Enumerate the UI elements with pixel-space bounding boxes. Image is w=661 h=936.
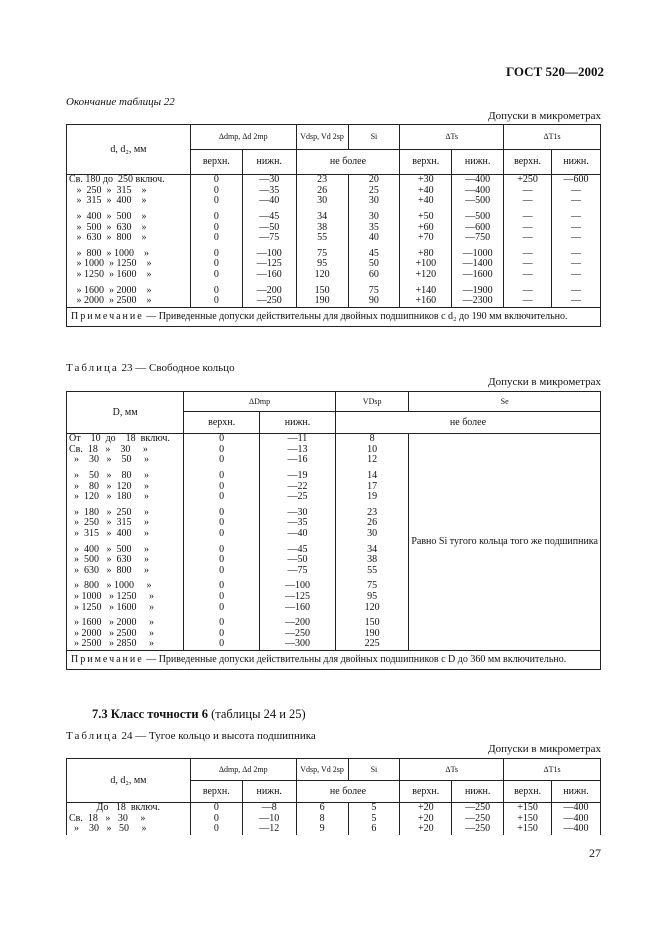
cell-value: — <box>552 259 601 270</box>
cell-value: 0 <box>184 544 260 555</box>
cell-value: 0 <box>184 618 260 629</box>
cell-value: —1400 <box>452 259 504 270</box>
cell-value: — <box>552 222 601 233</box>
cell-value: —45 <box>260 544 336 555</box>
cell-value: 75 <box>348 285 400 296</box>
col-delta-dmp: Δdmp, Δd 2mp <box>190 759 296 781</box>
cell-value: —50 <box>242 222 296 233</box>
cell-value: 5 <box>348 814 400 825</box>
col-s: Si <box>348 125 400 150</box>
cell-value: —750 <box>452 233 504 244</box>
row-dimension: От 10 до 18 включ. <box>67 434 184 445</box>
col-lower: нижн. <box>552 150 601 175</box>
cell-value: 6 <box>348 824 400 835</box>
row-dimension: » 1250 » 1600 » <box>67 602 184 613</box>
cell-value: 0 <box>190 285 242 296</box>
row-dimension: Св. 18 » 30 » <box>67 814 191 825</box>
col-upper: верхн. <box>400 781 452 803</box>
col-Se: Se <box>409 392 601 412</box>
cell-value: 60 <box>348 270 400 281</box>
col-max: не более <box>335 412 600 434</box>
cell-value: —30 <box>260 508 336 519</box>
cell-value: 0 <box>184 592 260 603</box>
cell-value: — <box>552 249 601 260</box>
cell-value: — <box>504 259 552 270</box>
table-row <box>67 270 601 281</box>
table-row <box>67 186 601 197</box>
col-delta-dmp: Δdmp, Δd 2mp <box>190 125 296 150</box>
row-dimension: » 250 » 315 » <box>67 518 184 529</box>
page-number: 27 <box>589 846 601 860</box>
cell-value: —35 <box>260 518 336 529</box>
cell-value: 0 <box>184 529 260 540</box>
cell-value: —45 <box>242 212 296 223</box>
table-23 <box>66 391 601 670</box>
cell-value: +150 <box>504 803 552 814</box>
cell-value: 55 <box>335 566 408 577</box>
cell-value: —11 <box>260 434 336 445</box>
se-merged-cell: Равно Si тугого кольца того же подшипника <box>409 434 601 651</box>
col-upper: верхн. <box>504 781 552 803</box>
row-dimension: » 1000 » 1250 » <box>67 592 184 603</box>
table-row <box>67 233 601 244</box>
table-22 <box>66 124 601 327</box>
row-dimension: » 400 » 500 » <box>67 544 184 555</box>
row-dimension: » 315 » 400 » <box>67 196 191 207</box>
table-23-caption: Таблица 23 — Свободное кольцо <box>66 362 235 374</box>
cell-value: —160 <box>260 602 336 613</box>
cell-value: —100 <box>242 249 296 260</box>
cell-value: +150 <box>504 824 552 835</box>
row-dimension: » 2000 » 2500 » <box>67 629 184 640</box>
row-dimension: Св. 18 » 30 » <box>67 445 184 456</box>
t24-units: Допуски в микрометрах <box>488 743 601 755</box>
cell-value: 10 <box>335 445 408 456</box>
cell-value: —600 <box>552 175 601 186</box>
row-dimension: » 250 » 315 » <box>67 186 191 197</box>
cell-value: 30 <box>348 196 400 207</box>
row-dimension: » 1000 » 1250 » <box>67 259 191 270</box>
cell-value: 0 <box>184 518 260 529</box>
cell-value: 0 <box>184 481 260 492</box>
cell-value: —250 <box>452 803 504 814</box>
cell-value: 17 <box>335 481 408 492</box>
table-row <box>67 803 601 814</box>
cell-value: 34 <box>296 212 348 223</box>
cell-value: 0 <box>184 471 260 482</box>
row-dimension: » 2500 » 2850 » <box>67 639 184 650</box>
table-22-continuation: Окончание таблицы 22 <box>66 96 175 108</box>
cell-value: —250 <box>452 824 504 835</box>
cell-value: —250 <box>260 629 336 640</box>
cell-value: +80 <box>400 249 452 260</box>
cell-value: 0 <box>184 434 260 445</box>
cell-value: 38 <box>296 222 348 233</box>
row-dimension: » 30 » 50 » <box>67 455 184 466</box>
col-max: не более <box>296 150 400 175</box>
cell-value: 0 <box>184 555 260 566</box>
cell-value: 0 <box>184 455 260 466</box>
cell-value: 0 <box>190 259 242 270</box>
row-dimension: » 400 » 500 » <box>67 212 191 223</box>
col-lower: нижн. <box>552 781 601 803</box>
cell-value: +150 <box>504 814 552 825</box>
cell-value: — <box>504 233 552 244</box>
cell-value: 55 <box>296 233 348 244</box>
cell-value: +140 <box>400 285 452 296</box>
cell-value: 0 <box>190 249 242 260</box>
cell-value: 150 <box>335 618 408 629</box>
cell-value: 190 <box>335 629 408 640</box>
cell-value: —400 <box>552 803 601 814</box>
col-upper: верхн. <box>190 150 242 175</box>
cell-value: —250 <box>242 296 296 307</box>
cell-value: 23 <box>335 508 408 519</box>
cell-value: —100 <box>260 581 336 592</box>
cell-value: 26 <box>335 518 408 529</box>
cell-value: 0 <box>190 233 242 244</box>
cell-value: —500 <box>452 196 504 207</box>
cell-value: —1900 <box>452 285 504 296</box>
cell-value: — <box>504 249 552 260</box>
cell-value: —200 <box>242 285 296 296</box>
cell-value: — <box>552 233 601 244</box>
col-lower: нижн. <box>452 150 504 175</box>
cell-value: 0 <box>190 222 242 233</box>
cell-value: 35 <box>348 222 400 233</box>
row-dimension: » 630 » 800 » <box>67 566 184 577</box>
cell-value: 0 <box>190 803 242 814</box>
cell-value: —12 <box>242 824 296 835</box>
cell-value: —75 <box>260 566 336 577</box>
cell-value: —13 <box>260 445 336 456</box>
cell-value: —250 <box>452 814 504 825</box>
col-d: d, d₂, мм <box>67 125 191 175</box>
document-code: ГОСТ 520—2002 <box>505 64 604 79</box>
cell-value: — <box>552 196 601 207</box>
cell-value: 50 <box>348 259 400 270</box>
col-upper: верхн. <box>504 150 552 175</box>
col-delta-t1s: ΔT1s <box>504 125 601 150</box>
cell-value: — <box>552 296 601 307</box>
cell-value: 30 <box>348 212 400 223</box>
cell-value: 30 <box>335 529 408 540</box>
table-24 <box>66 758 601 835</box>
cell-value: — <box>552 186 601 197</box>
cell-value: 9 <box>296 824 348 835</box>
cell-value: — <box>504 270 552 281</box>
cell-value: 5 <box>348 803 400 814</box>
cell-value: —400 <box>552 814 601 825</box>
cell-value: —160 <box>242 270 296 281</box>
cell-value: +40 <box>400 196 452 207</box>
cell-value: —40 <box>260 529 336 540</box>
cell-value: 75 <box>335 581 408 592</box>
cell-value: 20 <box>348 175 400 186</box>
col-lower: нижн. <box>452 781 504 803</box>
cell-value: —300 <box>260 639 336 650</box>
cell-value: +40 <box>400 186 452 197</box>
table-row <box>67 212 601 223</box>
row-dimension: » 2000 » 2500 » <box>67 296 191 307</box>
table-22-note: Примечание — Приведенные допуски действительны для двойных подшипников с d₂ до 190 мм включительно. <box>67 307 601 327</box>
cell-value: 38 <box>335 555 408 566</box>
row-dimension: » 500 » 630 » <box>67 555 184 566</box>
row-dimension: » 30 » 50 » <box>67 824 191 835</box>
cell-value: —125 <box>242 259 296 270</box>
cell-value: 120 <box>335 602 408 613</box>
row-dimension: Св. 180 до 250 включ. <box>67 175 191 186</box>
col-d: d, d₂, мм <box>67 759 191 803</box>
col-lower: нижн. <box>242 150 296 175</box>
cell-value: —500 <box>452 212 504 223</box>
col-upper: верхн. <box>184 412 260 434</box>
cell-value: 0 <box>190 824 242 835</box>
col-v: Vdsp, Vd 2sp <box>296 759 348 781</box>
col-max: не более <box>296 781 400 803</box>
row-dimension: До 18 включ. <box>67 803 191 814</box>
cell-value: 0 <box>190 296 242 307</box>
cell-value: 0 <box>190 175 242 186</box>
row-dimension: » 50 » 80 » <box>67 471 184 482</box>
cell-value: — <box>552 270 601 281</box>
cell-value: 0 <box>184 508 260 519</box>
col-lower: нижн. <box>260 412 336 434</box>
cell-value: 12 <box>335 455 408 466</box>
row-dimension: » 500 » 630 » <box>67 222 191 233</box>
table-24-caption: Таблица 24 — Тугое кольцо и высота подшипника <box>66 730 316 742</box>
col-VDsp: VDsp <box>335 392 408 412</box>
cell-value: —8 <box>242 803 296 814</box>
cell-value: 225 <box>335 639 408 650</box>
cell-value: 0 <box>184 581 260 592</box>
table-23-note: Примечание — Приведенные допуски действительны для двойных подшипников с D до 360 мм включительно. <box>67 650 601 670</box>
cell-value: — <box>504 296 552 307</box>
cell-value: +60 <box>400 222 452 233</box>
cell-value: —22 <box>260 481 336 492</box>
row-dimension: » 800 » 1000 » <box>67 249 191 260</box>
cell-value: 95 <box>335 592 408 603</box>
cell-value: 0 <box>184 566 260 577</box>
cell-value: 0 <box>190 186 242 197</box>
cell-value: —30 <box>242 175 296 186</box>
table-row <box>67 222 601 233</box>
cell-value: +50 <box>400 212 452 223</box>
cell-value: —40 <box>242 196 296 207</box>
row-dimension: » 1600 » 2000 » <box>67 618 184 629</box>
cell-value: 8 <box>335 434 408 445</box>
cell-value: 0 <box>184 629 260 640</box>
cell-value: +30 <box>400 175 452 186</box>
col-v: Vdsp, Vd 2sp <box>296 125 348 150</box>
cell-value: —16 <box>260 455 336 466</box>
cell-value: +20 <box>400 803 452 814</box>
table-row <box>67 175 601 186</box>
cell-value: 40 <box>348 233 400 244</box>
cell-value: +20 <box>400 824 452 835</box>
cell-value: 75 <box>296 249 348 260</box>
cell-value: 0 <box>190 212 242 223</box>
cell-value: —1600 <box>452 270 504 281</box>
cell-value: 95 <box>296 259 348 270</box>
table-row <box>67 434 601 445</box>
cell-value: 0 <box>184 639 260 650</box>
t23-units: Допуски в микрометрах <box>488 376 601 388</box>
cell-value: 23 <box>296 175 348 186</box>
cell-value: 0 <box>190 814 242 825</box>
cell-value: 34 <box>335 544 408 555</box>
cell-value: —1000 <box>452 249 504 260</box>
col-delta-Dmp: ΔDmp <box>184 392 336 412</box>
cell-value: —125 <box>260 592 336 603</box>
col-upper: верхн. <box>400 150 452 175</box>
cell-value: 6 <box>296 803 348 814</box>
cell-value: +100 <box>400 259 452 270</box>
section-heading: 7.3 Класс точности 6 (таблицы 24 и 25) <box>92 707 306 721</box>
cell-value: 0 <box>184 445 260 456</box>
cell-value: 25 <box>348 186 400 197</box>
cell-value: +70 <box>400 233 452 244</box>
row-dimension: » 800 » 1000 » <box>67 581 184 592</box>
cell-value: —400 <box>452 175 504 186</box>
table-row <box>67 296 601 307</box>
cell-value: —10 <box>242 814 296 825</box>
cell-value: — <box>504 212 552 223</box>
col-delta-t1s: ΔT1s <box>504 759 601 781</box>
row-dimension: » 1250 » 1600 » <box>67 270 191 281</box>
col-D: D, мм <box>67 392 184 434</box>
cell-value: 26 <box>296 186 348 197</box>
cell-value: —600 <box>452 222 504 233</box>
cell-value: +20 <box>400 814 452 825</box>
row-dimension: » 630 » 800 » <box>67 233 191 244</box>
col-lower: нижн. <box>242 781 296 803</box>
cell-value: — <box>504 222 552 233</box>
cell-value: —400 <box>452 186 504 197</box>
cell-value: —50 <box>260 555 336 566</box>
cell-value: — <box>504 186 552 197</box>
cell-value: 0 <box>184 602 260 613</box>
col-delta-ts: ΔTs <box>400 759 504 781</box>
cell-value: — <box>552 285 601 296</box>
t22-units: Допуски в микрометрах <box>488 110 601 122</box>
row-dimension: » 80 » 120 » <box>67 481 184 492</box>
cell-value: 0 <box>184 492 260 503</box>
cell-value: — <box>504 196 552 207</box>
cell-value: 45 <box>348 249 400 260</box>
cell-value: 0 <box>190 270 242 281</box>
cell-value: +250 <box>504 175 552 186</box>
cell-value: — <box>552 212 601 223</box>
cell-value: +120 <box>400 270 452 281</box>
col-delta-ts: ΔTs <box>400 125 504 150</box>
cell-value: 30 <box>296 196 348 207</box>
cell-value: 0 <box>190 196 242 207</box>
cell-value: 190 <box>296 296 348 307</box>
col-upper: верхн. <box>190 781 242 803</box>
cell-value: —25 <box>260 492 336 503</box>
cell-value: +160 <box>400 296 452 307</box>
cell-value: 150 <box>296 285 348 296</box>
col-s: Si <box>348 759 400 781</box>
cell-value: —19 <box>260 471 336 482</box>
cell-value: 120 <box>296 270 348 281</box>
cell-value: 90 <box>348 296 400 307</box>
row-dimension: » 1600 » 2000 » <box>67 285 191 296</box>
cell-value: 14 <box>335 471 408 482</box>
cell-value: 19 <box>335 492 408 503</box>
cell-value: —75 <box>242 233 296 244</box>
row-dimension: » 315 » 400 » <box>67 529 184 540</box>
table-row <box>67 824 601 835</box>
cell-value: 8 <box>296 814 348 825</box>
cell-value: — <box>504 285 552 296</box>
row-dimension: » 180 » 250 » <box>67 508 184 519</box>
row-dimension: » 120 » 180 » <box>67 492 184 503</box>
cell-value: —35 <box>242 186 296 197</box>
cell-value: —200 <box>260 618 336 629</box>
cell-value: —2300 <box>452 296 504 307</box>
cell-value: —400 <box>552 824 601 835</box>
table-row <box>67 196 601 207</box>
